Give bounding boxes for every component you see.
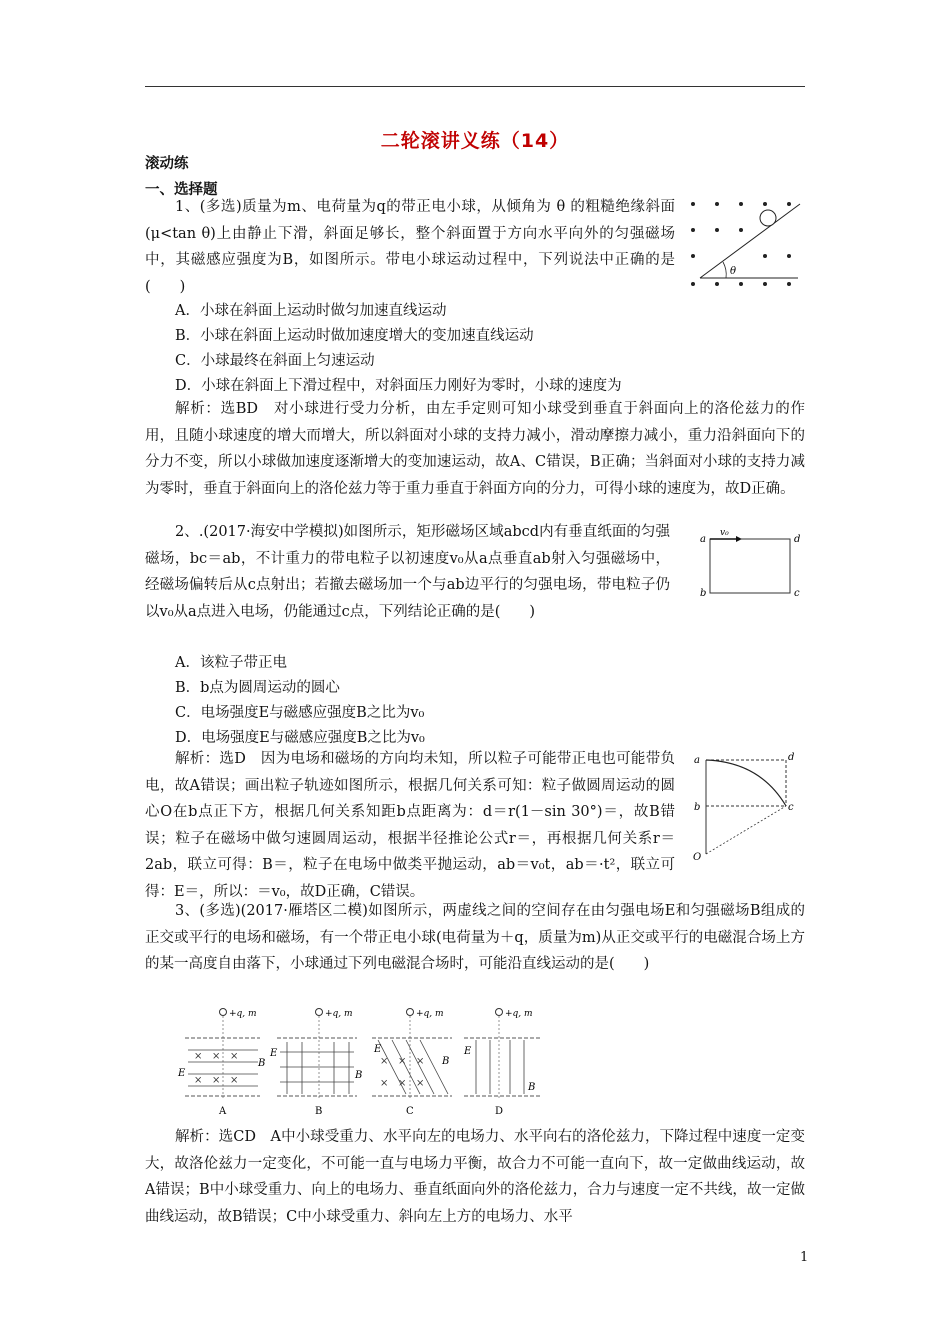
subsection-heading: 一、选择题: [145, 182, 218, 198]
svg-text:b: b: [694, 802, 701, 813]
section-heading: 滚动练: [145, 156, 189, 172]
q1-option-b: B．小球在斜面上运动时做加速度增大的变加速直线运动: [175, 328, 534, 344]
panel-label-d: D: [495, 1106, 504, 1117]
page-title: 二轮滚讲义练（14）: [380, 130, 570, 152]
q2-option-c: C．电场强度E与磁感应强度B之比为v₀: [175, 705, 425, 721]
q1-option-c: C．小球最终在斜面上匀速运动: [175, 353, 375, 369]
q3-figure: [180, 1004, 550, 1118]
panel-c: [372, 1009, 452, 1118]
label-b: b: [700, 588, 707, 599]
q1-figure: [688, 196, 806, 288]
page-number: 1: [800, 1250, 809, 1265]
incline-line: [700, 204, 800, 278]
svg-text:×: ×: [194, 1075, 203, 1086]
svg-text:a: a: [694, 755, 700, 766]
panel-b: [269, 1009, 362, 1118]
svg-text:E: E: [270, 1048, 278, 1059]
svg-text:B: B: [355, 1070, 363, 1081]
svg-text:×: ×: [380, 1056, 389, 1067]
svg-text:B: B: [258, 1058, 266, 1069]
svg-text:O: O: [693, 852, 702, 863]
q2-analysis-part1: 解析：选D 因为电场和磁场的方向均未知，所以粒子可能带正电也可能带负电，故A错误；画出粒子轨迹如图所示，根据几何关系可知：粒子做圆周运动的圆心O在b点正下方，根据几何关系知距b点距离为：d＝r(1－sin 30°)＝，故B错误；粒子在磁场中做匀速圆周运动，根据半径推论公式r＝，再根据几何关系r＝2ab，联立可得：B＝，粒子在电场中做类平抛运动，ab＝v₀t，ab＝·t²，联立可得：E＝，所以：＝v₀，故D正确，C错误。: [145, 751, 675, 900]
svg-text:E: E: [464, 1046, 472, 1057]
svg-text:×: ×: [416, 1078, 425, 1089]
svg-text:×: ×: [212, 1075, 221, 1086]
q2-figure: [696, 524, 806, 600]
trajectory-arc: [706, 760, 786, 806]
svg-text:E: E: [178, 1068, 186, 1079]
q1-option-a: A．小球在斜面上运动时做匀加速直线运动: [175, 303, 447, 319]
svg-text:+q, m: +q, m: [505, 1009, 533, 1019]
q2-solution-figure: [690, 748, 806, 863]
svg-text:×: ×: [230, 1075, 239, 1086]
svg-text:×: ×: [416, 1056, 425, 1067]
q2-option-a: A．该粒子带正电: [175, 655, 287, 671]
svg-text:+q, m: +q, m: [416, 1009, 444, 1019]
svg-text:×: ×: [212, 1051, 221, 1062]
q2-stem: 2、.(2017·海安中学模拟)如图所示，矩形磁场区域abcd内有垂直纸面的匀强磁场，bc＝ab，不计重力的带电粒子以初速度v₀从a点垂直ab射入匀强磁场中，经磁场偏转后从c点射出；若撤去磁场加一个与ab边平行的匀强电场，带电粒子仍以v₀从a点进入电场，仍能通过c点，下列结论正确的是( ): [145, 524, 670, 620]
svg-text:B: B: [442, 1056, 450, 1067]
label-d: d: [794, 534, 801, 545]
theta-label: θ: [730, 266, 737, 277]
svg-text:+q, m: +q, m: [229, 1009, 257, 1019]
panel-label-c: C: [406, 1106, 414, 1117]
label-a: a: [700, 534, 706, 545]
svg-text:E: E: [374, 1044, 382, 1055]
svg-text:×: ×: [230, 1051, 239, 1062]
label-c: c: [794, 588, 800, 599]
svg-text:×: ×: [398, 1056, 407, 1067]
q1-stem: 1、(多选)质量为m、电荷量为q的带正电小球，从倾角为 θ 的粗糙绝缘斜面(μ<tan θ)上由静止下滑，斜面足够长，整个斜面置于方向水平向外的匀强磁场中，其磁感应强度为B，如图所示。带电小球运动过程中，下列说法中正确的是( ): [145, 199, 675, 295]
svg-text:+q, m: +q, m: [325, 1009, 353, 1019]
q2-option-d: D．电场强度E与磁感应强度B之比为v₀: [175, 730, 425, 746]
label-v0: v₀: [720, 528, 729, 538]
svg-text:×: ×: [194, 1051, 203, 1062]
panel-label-b: B: [315, 1106, 323, 1117]
svg-text:d: d: [788, 752, 795, 763]
q1-analysis: 解析：选BD 对小球进行受力分析，由左手定则可知小球受到垂直于斜面向上的洛伦兹力的作用，且随小球速度的增大而增大，所以斜面对小球的支持力减小，滑动摩擦力减小，重力沿斜面向下的分力不变，所以小球做加速度逐渐增大的变加速运动，故A、C错误，B正确；当斜面对小球的支持力减为零时，垂直于斜面向上的洛伦兹力等于重力垂直于斜面方向的分力，可得小球的速度为，故D正确。: [145, 401, 805, 497]
svg-text:×: ×: [380, 1078, 389, 1089]
panel-d: [463, 1009, 540, 1118]
header-rule: [145, 86, 805, 87]
svg-text:B: B: [528, 1082, 536, 1093]
panel-a: [177, 1009, 265, 1118]
field-rectangle: [710, 539, 790, 593]
q1-option-d: D．小球在斜面上下滑过程中，对斜面压力刚好为零时，小球的速度为: [175, 378, 622, 394]
ball: [760, 210, 776, 226]
panel-label-a: A: [219, 1106, 227, 1117]
svg-text:×: ×: [398, 1078, 407, 1089]
q3-analysis: 解析：选CD A中小球受重力、水平向左的电场力、水平向右的洛伦兹力，下降过程中速度一定变大，故洛伦兹力一定变化，不可能一直与电场力平衡，故合力不可能一直向下，故一定做曲线运动，故A错误；B中小球受重力、向上的电场力、垂直纸面向外的洛伦兹力，合力与速度一定不共线，故一定做曲线运动，故B错误；C中小球受重力、斜向左上方的电场力、水平: [145, 1129, 805, 1225]
q3-stem: 3、(多选)(2017·雁塔区二模)如图所示，两虚线之间的空间存在由匀强电场E和匀强磁场B组成的正交或平行的电场和磁场，有一个带正电小球(电荷量为＋q，质量为m)从正交或平行的电磁混合场上方的某一高度自由落下，小球通过下列电磁混合场时，可能沿直线运动的是( ): [145, 903, 805, 972]
svg-text:c: c: [788, 802, 794, 813]
q2-option-b: B．b点为圆周运动的圆心: [175, 680, 340, 696]
